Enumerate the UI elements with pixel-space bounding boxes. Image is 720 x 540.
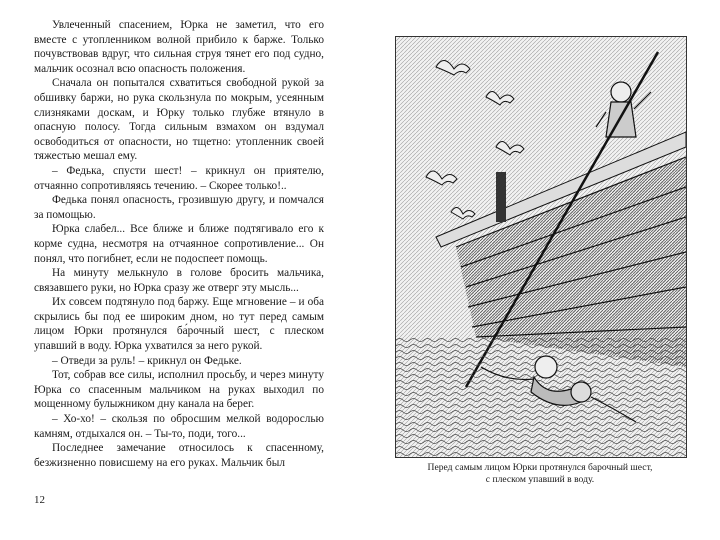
- main-text-column: [34, 18, 324, 470]
- caption-line-2: с плеском упавший в воду.: [485, 474, 595, 485]
- paragraph-5: Юрка слабел... Все ближе и ближе подтягивало его к корме судна, несмотря на отчаянное сопротивление... Он понял, что погибнет, если не подоспеет помощь.: [34, 223, 324, 265]
- paragraph-11: Последнее замечание относилось к спасенному, безжизненно повисшему на его руках. Мальчик был: [34, 442, 324, 469]
- bollard: [496, 172, 506, 222]
- paragraph-1: Увлеченный спасением, Юрка не заметил, что его вместе с утопленником волной прибило к барже. Только почувствовав вдруг, что сильная струя тянет его под судно, мальчик осознал всю опасность положения.: [34, 19, 324, 75]
- paragraph-2: Сначала он попытался схватиться свободной рукой за обшивку баржи, но рука скользнула по мокрым, усеянным слизняками доскам, и Юрку только глубже втянуло в опасную полосу. Тогда сильным взмахом он вздумал освободиться от опасности, но тщетно: утопленник своей тяжестью мешал ему.: [34, 77, 324, 163]
- illustration-frame: [395, 36, 687, 458]
- page-number: 12: [34, 494, 45, 506]
- paragraph-3: – Федька, спусти шест! – крикнул он приятелю, отчаянно сопротивляясь течению. – Скорее только!..: [34, 164, 324, 192]
- caption-line-1: Перед самым лицом Юрки протянулся барочный шест,: [427, 462, 653, 473]
- paragraph-8: – Отведи за руль! – крикнул он Федьке.: [52, 354, 242, 367]
- barge-rescue-illustration: [396, 37, 686, 457]
- paragraph-9: Тот, собрав все силы, исполнил просьбу, и через минуту Юрка со спасенным мальчиком на руках выходил по мощенному булыжником дну канала на берег.: [34, 369, 324, 411]
- paragraph-10: – Хо-хо! – скользя по обросшим мелкой водорослью камням, отдыхался он. – Ты-то, поди, того...: [34, 413, 324, 440]
- illustration-caption: [395, 462, 685, 486]
- paragraph-7: Их совсем подтянуло под баржу. Еще мгновение – и оба скрылись бы под ее широким дном, но тут перед самым лицом Юрки протянулся ба́рочный шест, с плеском упавший в воду. Юрка ухватился за него рукой.: [34, 296, 324, 353]
- paragraph-6: На минуту мелькнуло в голове бросить мальчика, связавшего руки, но Юрка сразу же отверг эту мысль...: [34, 267, 324, 294]
- paragraph-4: Федька понял опасность, грозившую другу, и помчался за помощью.: [34, 194, 324, 221]
